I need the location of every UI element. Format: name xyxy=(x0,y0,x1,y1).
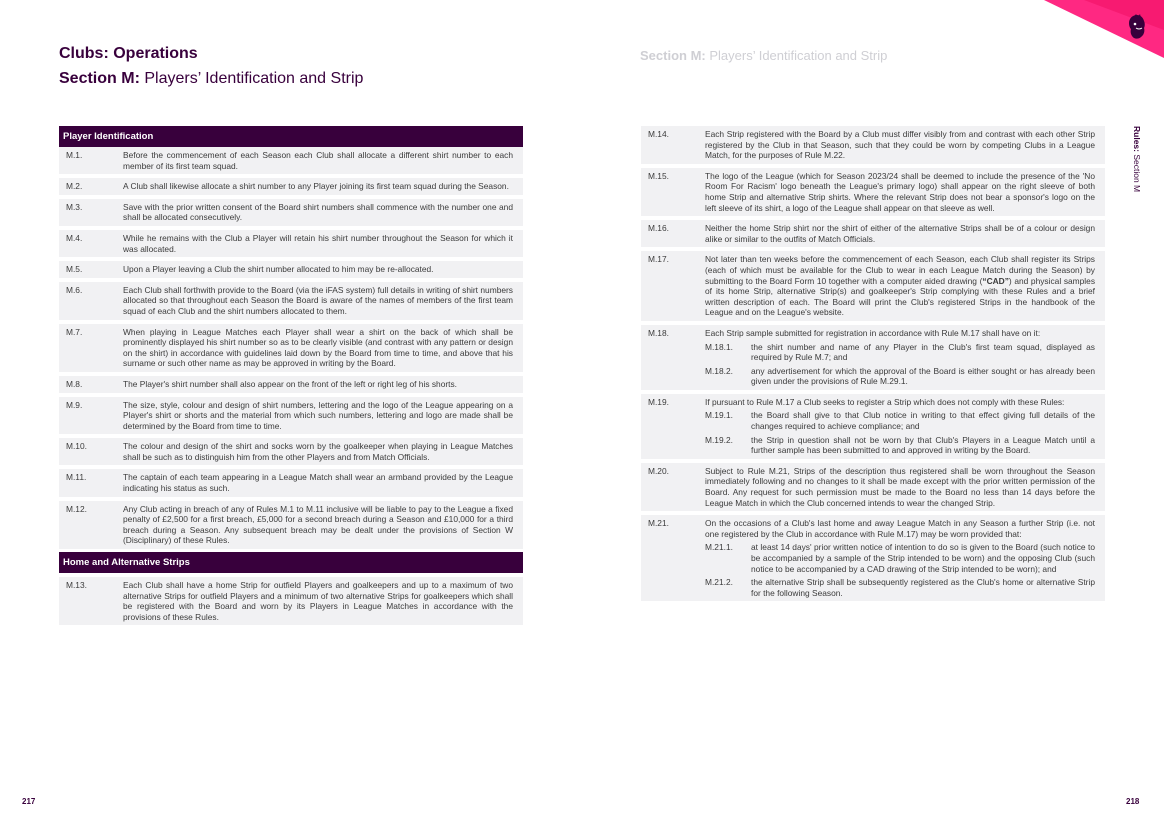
page-number: 218 xyxy=(1126,797,1140,806)
running-header: Section M: Players’ Identification and Strip xyxy=(640,48,888,63)
rule-number: M.11. xyxy=(66,472,87,483)
rule-m14: M.14. Each Strip registered with the Board by a Club must differ visibly from and contrast with each other Strip registered by the Club in that Season, such that they could be worn by competing Clubs in a League Match, for the purposes of Rule M.22. xyxy=(641,126,1105,164)
rule-number: M.3. xyxy=(66,201,83,212)
rule-number: M.1. xyxy=(66,150,83,160)
rule-item xyxy=(59,577,523,625)
page-title: Clubs: Operations xyxy=(59,45,198,62)
section-subtitle: Section M: Players’ Identification and Strip xyxy=(59,70,364,87)
rule-m16: M.16. Neither the home Strip shirt nor the shirt of either of the alternative Strips shall be of a colour or design alike or similar to the outfits of Match Officials. xyxy=(641,220,1105,247)
rule-text: A Club shall likewise allocate a shirt number to any Player joining its first team squad during the Season. xyxy=(123,181,509,192)
rule-m17: M.17. Not later than ten weeks before the commencement of each Season, each Club shall register its Strips (each of which must be available for the Club to wear in each League Match during the Season) by submitting to the Board Form 10 together with a computer aided drawing (“CAD”) and physical samples of its home Strip, alternative Strip(s) and goalkeeper's Strip complying with these Rules and a brief written description of each. The Board will print the Club's registered Strips in the handbook of the League and on the League's website. xyxy=(641,251,1105,321)
rule-number: M.4. xyxy=(66,232,83,243)
rule-text: Any Club acting in breach of any of Rules M.1 to M.11 inclusive will be liable to pay to the League a fixed penalty of £2,500 for a first breach, £5,000 for a second breach during a Season and £10,000 for a third breach during a Season. Any subsequent breach may be dealt under the provisions of Section W (Disciplinary) of these Rules. xyxy=(123,503,513,546)
rule-number: M.10. xyxy=(66,441,87,452)
rule-text: The Player's shirt number shall also appear on the front of the left or right leg of his shorts. xyxy=(123,378,457,389)
rule-text: Before the commencement of each Season each Club shall allocate a different shirt number to each member of its first team squad. xyxy=(123,150,513,171)
rule-number: M.8. xyxy=(66,378,83,389)
rule-text: The captain of each team appearing in a League Match shall wear an armband provided by the League indicating his status as such. xyxy=(123,472,513,494)
rule-text: Upon a Player leaving a Club the shirt number allocated to him may be re-allocated. xyxy=(123,264,434,275)
rule-item xyxy=(59,324,523,372)
rules-list-1 xyxy=(59,147,523,549)
rule-item xyxy=(59,438,523,465)
rule-text: The size, style, colour and design of shirt numbers, lettering and the logo of the League appearing on a Player's shirt or shorts and the material from which such numbers, lettering and logo are made shall be determined by the Board from time to time. xyxy=(123,399,513,431)
rule-number: M.13. xyxy=(66,580,87,591)
rule-number: M.2. xyxy=(66,181,83,192)
section-bar-player-identification: Player Identification xyxy=(59,126,523,147)
rule-number: M.6. xyxy=(66,284,83,295)
page-number: 217 xyxy=(22,797,36,806)
rule-text: Each Club shall have a home Strip for outfield Players and goalkeepers and up to a maximum of two alternative Strips for outfield Players and a minimum of two alternative Strips for goalkeepers which shall be registered with the Board and worn by its Players in League Matches in accordance with the provisions of these Rules. xyxy=(123,580,513,622)
rule-m21: M.21. On the occasions of a Club's last home and away League Match in any Season a further Strip (i.e. not one registered by the Club in accordance with Rule M.17) may be worn provided that: M.21.1. at least 14 days' prior written notice of intention to do so is given to the Board (such notice to be accompanied by a sample of the Strip intended to be worn) and the opposing Club (such notice to be accompanied by a CAD drawing of the Strip intended to be worn); and M.21.2. the alternative Strip shall be subsequently registered as the Club's home or alternative Strip for the following Season. xyxy=(641,515,1105,601)
rule-number: M.5. xyxy=(66,264,83,275)
rule-item xyxy=(59,261,523,278)
rule-item xyxy=(59,376,523,393)
rule-m15: M.15. The logo of the League (which for Season 2023/24 shall be deemed to include the presence of the 'No Room For Racism' logo beneath the League's primary logo) shall appear on the right sleeve of both home Strip and alternative Strip shirts. Where the relevant Strip does not bear a sponsor's logo on the left sleeve of its shirt, a logo of the League shall appear on that sleeve as well. xyxy=(641,168,1105,216)
rule-number: M.7. xyxy=(66,326,83,337)
rule-item xyxy=(59,230,523,257)
side-tab: Rules: Section M xyxy=(1132,126,1142,193)
rule-text: Each Club shall forthwith provide to the Board (via the iFAS system) full details in writing of shirt numbers allocated so that throughout each Season the Board is aware of the names of members of the first team squad of each Club and the shirt numbers allocated to them. xyxy=(123,284,513,316)
rule-item xyxy=(59,178,523,195)
rule-text: When playing in League Matches each Player shall wear a shirt on the back of which shall be prominently displayed his shirt number so as to be clearly visible (and contrast with any pattern or design on the shirt) in accordance with guidelines laid down by the Board from time to time, and above that his surname or such other name as may be approved in writing by the Board. xyxy=(123,326,513,369)
rule-text: Save with the prior written consent of the Board shirt numbers shall commence with the number one and shall be allocated consecutively. xyxy=(123,201,513,223)
rule-m19: M.19. If pursuant to Rule M.17 a Club seeks to register a Strip which does not comply with these Rules: M.19.1. the Board shall give to that Club notice in writing to that effect giving full details of the changes required to achieve compliance; and M.19.2. the Strip in question shall not be worn by that Club's Players in a League Match until a further sample has been submitted to and approved in writing by the Board. xyxy=(641,394,1105,459)
rule-item xyxy=(59,147,523,174)
rule-number: M.9. xyxy=(66,399,83,410)
rule-number: M.12. xyxy=(66,503,87,514)
rule-item xyxy=(59,199,523,226)
rule-m20: M.20. Subject to Rule M.21, Strips of the description thus registered shall be worn throughout the Season immediately following and no changes to it shall be made except with the prior written permission of the Board. Any request for such permission must be made to the Board no less than 14 days before the League Match in which the Club concerned intends to wear the changed Strip. xyxy=(641,463,1105,511)
right-rules-column xyxy=(641,126,1105,605)
rule-item xyxy=(59,397,523,435)
rule-item xyxy=(59,282,523,320)
rule-m18: M.18. Each Strip sample submitted for registration in accordance with Rule M.17 shall have on it: M.18.1. the shirt number and name of any Player in the Club's first team squad, displayed as required by Rule M.7; and M.18.2. any advertisement for which the approval of the Board is either sought or has already been given under the provisions of Rule M.29.1. xyxy=(641,325,1105,390)
rule-item xyxy=(59,501,523,549)
section-bar-home-alt-strips: Home and Alternative Strips xyxy=(59,552,523,573)
right-page xyxy=(582,0,1164,826)
rules-list-2 xyxy=(59,577,523,625)
rule-item xyxy=(59,469,523,496)
rule-text: The colour and design of the shirt and socks worn by the goalkeeper when playing in League Matches shall be such as to distinguish him from the other Players and from Match Officials. xyxy=(123,441,513,462)
rule-text: While he remains with the Club a Player will retain his shirt number throughout the Season for which it was allocated. xyxy=(123,232,513,254)
left-rules-column xyxy=(59,126,523,629)
premier-league-lion-icon xyxy=(1126,13,1148,41)
